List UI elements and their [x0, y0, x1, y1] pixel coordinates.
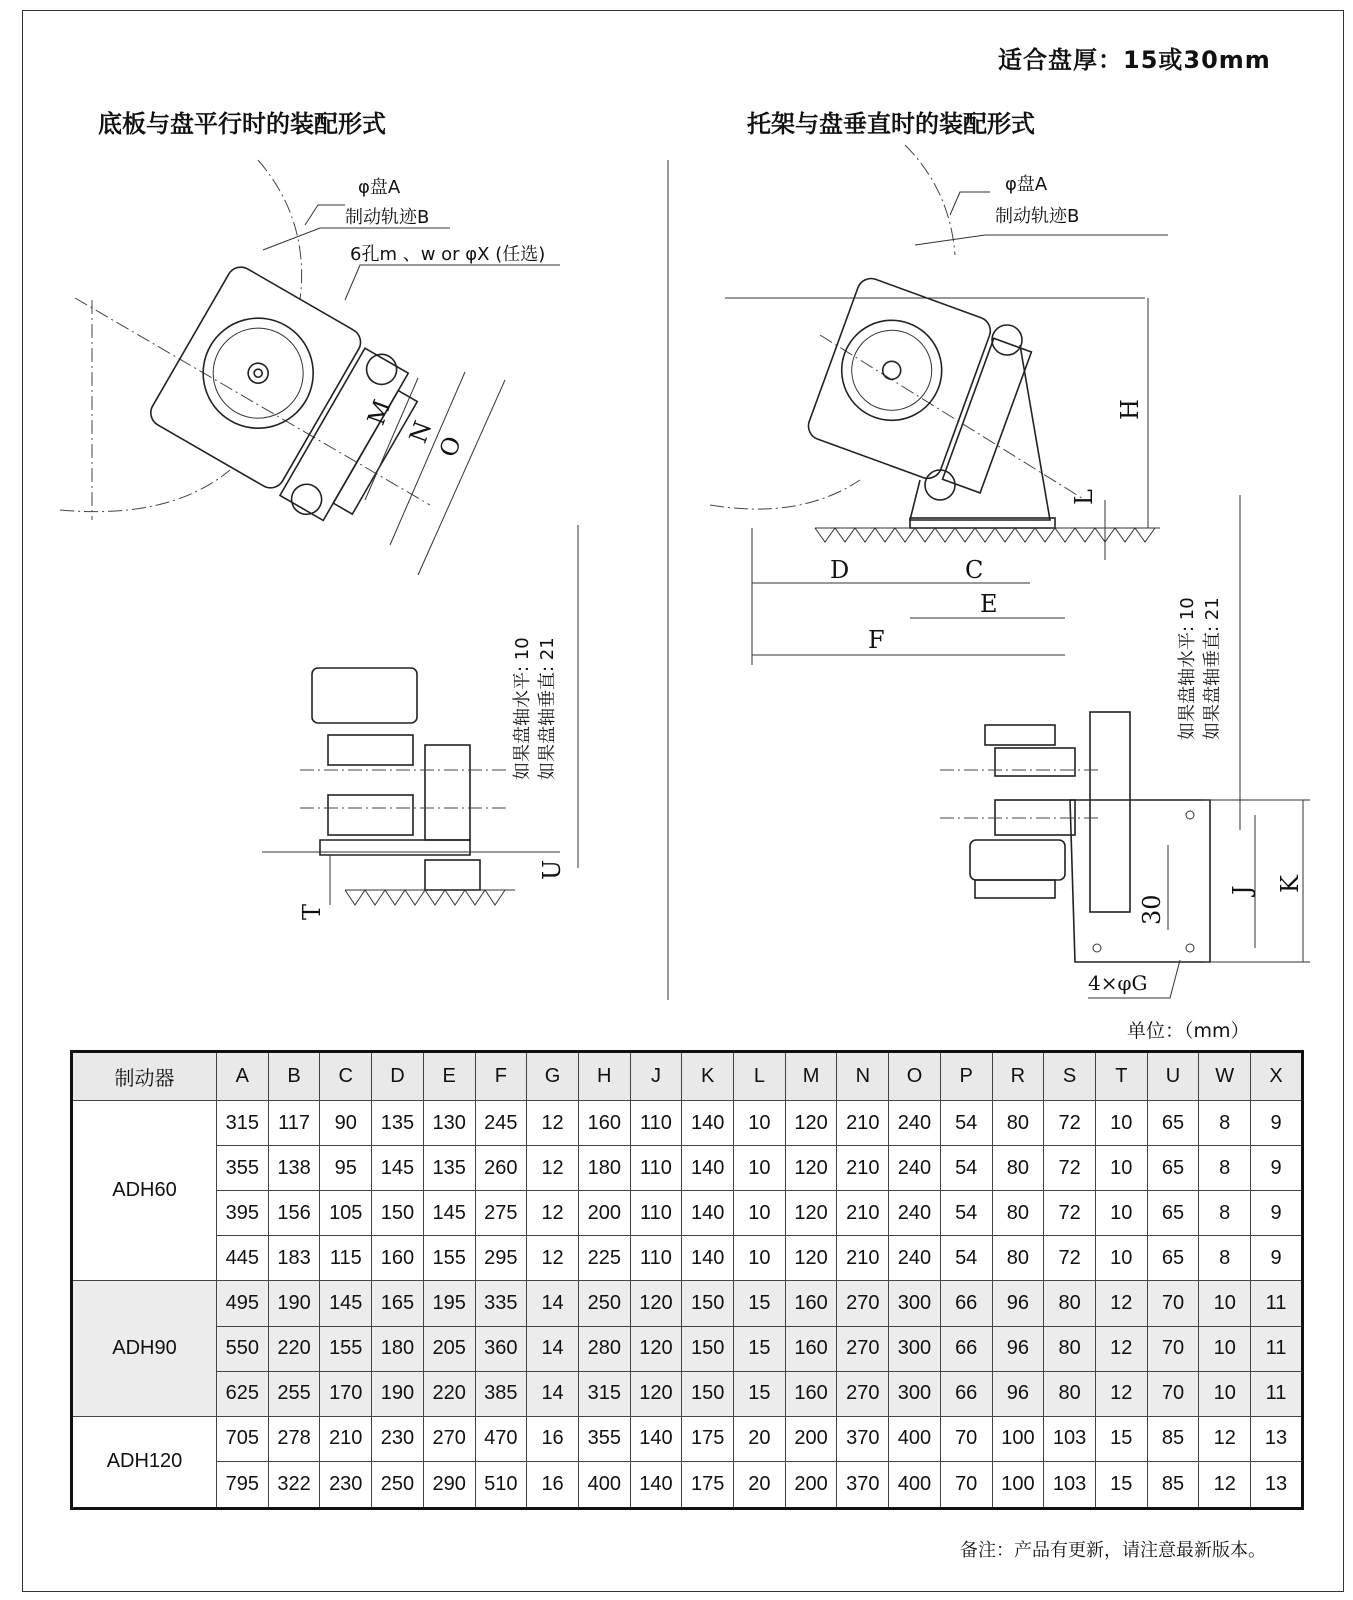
value-cell: 140	[630, 1461, 682, 1508]
value-cell: 120	[630, 1326, 682, 1371]
label-T: T	[298, 903, 326, 920]
value-cell: 66	[940, 1281, 992, 1326]
value-cell: 210	[320, 1416, 372, 1461]
value-cell: 370	[837, 1416, 889, 1461]
value-cell: 15	[734, 1281, 786, 1326]
value-cell: 250	[578, 1281, 630, 1326]
value-cell: 220	[268, 1326, 320, 1371]
value-cell: 12	[1095, 1281, 1147, 1326]
value-cell: 360	[475, 1326, 527, 1371]
value-cell: 8	[1199, 1236, 1251, 1281]
value-cell: 120	[785, 1236, 837, 1281]
header-col-N: N	[837, 1052, 889, 1101]
disc-thickness-note: 适合盘厚：15或30mm	[998, 46, 1271, 74]
leader-disc-left	[305, 205, 345, 225]
value-cell: 445	[217, 1236, 269, 1281]
value-cell: 170	[320, 1371, 372, 1416]
value-cell: 80	[1044, 1371, 1096, 1416]
value-cell: 10	[1095, 1191, 1147, 1236]
dim-line-O	[418, 380, 505, 575]
value-cell: 10	[734, 1236, 786, 1281]
table-row	[72, 1416, 1303, 1461]
value-cell: 110	[630, 1191, 682, 1236]
title-parallel-mounting: 底板与盘平行时的装配形式	[98, 110, 386, 138]
left-caliper-body	[143, 262, 432, 536]
value-cell: 80	[992, 1236, 1044, 1281]
value-cell: 15	[734, 1326, 786, 1371]
value-cell: 138	[268, 1146, 320, 1191]
value-cell: 70	[940, 1461, 992, 1508]
value-cell: 220	[423, 1371, 475, 1416]
value-cell: 70	[1147, 1281, 1199, 1326]
value-cell: 70	[1147, 1371, 1199, 1416]
value-cell: 400	[889, 1416, 941, 1461]
value-cell: 145	[423, 1191, 475, 1236]
value-cell: 255	[268, 1371, 320, 1416]
value-cell: 240	[889, 1101, 941, 1146]
value-cell: 65	[1147, 1191, 1199, 1236]
header-col-L: L	[734, 1052, 786, 1101]
value-cell: 190	[268, 1281, 320, 1326]
header-col-U: U	[1147, 1052, 1199, 1101]
header-col-J: J	[630, 1052, 682, 1101]
value-cell: 115	[320, 1236, 372, 1281]
value-cell: 8	[1199, 1146, 1251, 1191]
value-cell: 200	[578, 1191, 630, 1236]
value-cell: 315	[217, 1101, 269, 1146]
value-cell: 117	[268, 1101, 320, 1146]
value-cell: 10	[1199, 1371, 1251, 1416]
value-cell: 140	[630, 1416, 682, 1461]
value-cell: 270	[837, 1371, 889, 1416]
value-cell: 150	[682, 1326, 734, 1371]
leader-disc-right	[950, 192, 990, 215]
value-cell: 65	[1147, 1146, 1199, 1191]
label-L: L	[1070, 489, 1098, 505]
header-col-C: C	[320, 1052, 372, 1101]
table-row	[72, 1371, 1303, 1416]
value-cell: 230	[320, 1461, 372, 1508]
value-cell: 12	[1095, 1326, 1147, 1371]
model-cell: ADH90	[72, 1281, 217, 1416]
header-col-O: O	[889, 1052, 941, 1101]
value-cell: 14	[527, 1371, 579, 1416]
value-cell: 240	[889, 1236, 941, 1281]
value-cell: 110	[630, 1101, 682, 1146]
right-bracket	[910, 345, 1050, 520]
value-cell: 135	[423, 1146, 475, 1191]
label-D: D	[830, 556, 850, 584]
value-cell: 210	[837, 1191, 889, 1236]
value-cell: 156	[268, 1191, 320, 1236]
value-cell: 210	[837, 1101, 889, 1146]
value-cell: 165	[372, 1281, 424, 1326]
header-col-G: G	[527, 1052, 579, 1101]
value-cell: 65	[1147, 1236, 1199, 1281]
value-cell: 9	[1251, 1101, 1303, 1146]
value-cell: 9	[1251, 1191, 1303, 1236]
value-cell: 155	[320, 1326, 372, 1371]
value-cell: 110	[630, 1146, 682, 1191]
value-cell: 20	[734, 1416, 786, 1461]
value-cell: 80	[1044, 1326, 1096, 1371]
value-cell: 12	[527, 1101, 579, 1146]
value-cell: 145	[320, 1281, 372, 1326]
right-centerline	[820, 335, 1085, 500]
value-cell: 140	[682, 1236, 734, 1281]
value-cell: 160	[785, 1326, 837, 1371]
value-cell: 16	[527, 1461, 579, 1508]
header-col-M: M	[785, 1052, 837, 1101]
value-cell: 120	[630, 1281, 682, 1326]
value-cell: 160	[785, 1371, 837, 1416]
header-col-R: R	[992, 1052, 1044, 1101]
label-disc-A-right: φ盘A	[1005, 174, 1048, 195]
value-cell: 280	[578, 1326, 630, 1371]
value-cell: 245	[475, 1101, 527, 1146]
value-cell: 12	[1199, 1416, 1251, 1461]
value-cell: 210	[837, 1236, 889, 1281]
value-cell: 335	[475, 1281, 527, 1326]
value-cell: 275	[475, 1191, 527, 1236]
header-col-D: D	[372, 1052, 424, 1101]
right-side-view	[940, 495, 1310, 998]
right-ground-hatch	[815, 528, 1160, 542]
axis-note-horizontal-left: 如果盘轴水平: 10	[512, 637, 533, 780]
value-cell: 65	[1147, 1101, 1199, 1146]
header-col-W: W	[1199, 1052, 1251, 1101]
value-cell: 270	[837, 1281, 889, 1326]
value-cell: 96	[992, 1326, 1044, 1371]
header-col-A: A	[217, 1052, 269, 1101]
table-row	[72, 1146, 1303, 1191]
leader-holes-left	[345, 265, 560, 300]
label-H: H	[1116, 399, 1144, 420]
value-cell: 12	[1095, 1371, 1147, 1416]
value-cell: 100	[992, 1461, 1044, 1508]
value-cell: 145	[372, 1146, 424, 1191]
value-cell: 95	[320, 1146, 372, 1191]
value-cell: 9	[1251, 1146, 1303, 1191]
value-cell: 80	[992, 1101, 1044, 1146]
header-col-E: E	[423, 1052, 475, 1101]
footnote: 备注：产品有更新，请注意最新版本。	[960, 1540, 1266, 1561]
value-cell: 510	[475, 1461, 527, 1508]
value-cell: 205	[423, 1326, 475, 1371]
label-30: 30	[1138, 894, 1166, 925]
table-header-row	[72, 1052, 1303, 1101]
value-cell: 85	[1147, 1461, 1199, 1508]
value-cell: 66	[940, 1326, 992, 1371]
header-brake-model: 制动器	[72, 1052, 217, 1101]
label-J: J	[1228, 885, 1256, 895]
value-cell: 54	[940, 1146, 992, 1191]
value-cell: 66	[940, 1371, 992, 1416]
value-cell: 120	[630, 1371, 682, 1416]
value-cell: 8	[1199, 1191, 1251, 1236]
value-cell: 120	[785, 1146, 837, 1191]
value-cell: 100	[992, 1416, 1044, 1461]
label-C: C	[965, 556, 984, 584]
value-cell: 470	[475, 1416, 527, 1461]
header-col-H: H	[578, 1052, 630, 1101]
header-col-X: X	[1251, 1052, 1303, 1101]
value-cell: 120	[785, 1191, 837, 1236]
value-cell: 175	[682, 1416, 734, 1461]
value-cell: 270	[837, 1326, 889, 1371]
label-O: O	[433, 432, 467, 461]
value-cell: 110	[630, 1236, 682, 1281]
title-perpendicular-mounting: 托架与盘垂直时的装配形式	[747, 110, 1035, 138]
value-cell: 96	[992, 1281, 1044, 1326]
value-cell: 10	[734, 1191, 786, 1236]
value-cell: 90	[320, 1101, 372, 1146]
value-cell: 105	[320, 1191, 372, 1236]
label-K: K	[1276, 875, 1304, 893]
value-cell: 11	[1251, 1326, 1303, 1371]
value-cell: 240	[889, 1191, 941, 1236]
label-holes-left: 6孔m 、w or φX (任选)	[350, 244, 546, 265]
value-cell: 250	[372, 1461, 424, 1508]
value-cell: 120	[785, 1101, 837, 1146]
label-track-B-left: 制动轨迹B	[345, 207, 430, 228]
value-cell: 175	[682, 1461, 734, 1508]
header-col-K: K	[682, 1052, 734, 1101]
value-cell: 130	[423, 1101, 475, 1146]
table-row	[72, 1461, 1303, 1508]
value-cell: 225	[578, 1236, 630, 1281]
value-cell: 355	[217, 1146, 269, 1191]
value-cell: 355	[578, 1416, 630, 1461]
value-cell: 300	[889, 1371, 941, 1416]
value-cell: 200	[785, 1461, 837, 1508]
header-col-T: T	[1095, 1052, 1147, 1101]
value-cell: 70	[940, 1416, 992, 1461]
value-cell: 10	[1095, 1101, 1147, 1146]
header-col-P: P	[940, 1052, 992, 1101]
value-cell: 15	[1095, 1416, 1147, 1461]
value-cell: 270	[423, 1416, 475, 1461]
label-track-B-right: 制动轨迹B	[995, 206, 1080, 227]
value-cell: 70	[1147, 1326, 1199, 1371]
right-caliper-body	[805, 275, 1037, 498]
value-cell: 103	[1044, 1461, 1096, 1508]
label-N: N	[403, 417, 438, 447]
value-cell: 72	[1044, 1236, 1096, 1281]
value-cell: 54	[940, 1191, 992, 1236]
value-cell: 80	[992, 1146, 1044, 1191]
value-cell: 195	[423, 1281, 475, 1326]
value-cell: 180	[372, 1326, 424, 1371]
value-cell: 495	[217, 1281, 269, 1326]
right-pivot-bottom	[925, 470, 955, 500]
value-cell: 11	[1251, 1371, 1303, 1416]
header-col-S: S	[1044, 1052, 1096, 1101]
value-cell: 395	[217, 1191, 269, 1236]
value-cell: 295	[475, 1236, 527, 1281]
value-cell: 140	[682, 1101, 734, 1146]
value-cell: 183	[268, 1236, 320, 1281]
model-cell: ADH60	[72, 1101, 217, 1281]
table-row	[72, 1101, 1303, 1146]
value-cell: 315	[578, 1371, 630, 1416]
value-cell: 795	[217, 1461, 269, 1508]
label-M: M	[361, 395, 397, 429]
value-cell: 625	[217, 1371, 269, 1416]
value-cell: 300	[889, 1326, 941, 1371]
value-cell: 160	[372, 1236, 424, 1281]
value-cell: 10	[734, 1146, 786, 1191]
value-cell: 385	[475, 1371, 527, 1416]
label-E: E	[980, 590, 998, 618]
table-row	[72, 1191, 1303, 1236]
value-cell: 72	[1044, 1146, 1096, 1191]
value-cell: 13	[1251, 1461, 1303, 1508]
table-body	[72, 1101, 1303, 1509]
axis-note-vertical-right: 如果盘轴垂直: 21	[1202, 597, 1223, 740]
value-cell: 190	[372, 1371, 424, 1416]
unit-label: 单位：（mm）	[1127, 1020, 1250, 1042]
value-cell: 12	[527, 1191, 579, 1236]
value-cell: 12	[1199, 1461, 1251, 1508]
value-cell: 322	[268, 1461, 320, 1508]
value-cell: 96	[992, 1371, 1044, 1416]
axis-note-horizontal-right: 如果盘轴水平: 10	[1177, 597, 1198, 740]
value-cell: 13	[1251, 1416, 1303, 1461]
value-cell: 400	[578, 1461, 630, 1508]
table-row	[72, 1326, 1303, 1371]
value-cell: 140	[682, 1146, 734, 1191]
value-cell: 80	[1044, 1281, 1096, 1326]
value-cell: 705	[217, 1416, 269, 1461]
value-cell: 14	[527, 1281, 579, 1326]
value-cell: 103	[1044, 1416, 1096, 1461]
value-cell: 155	[423, 1236, 475, 1281]
value-cell: 15	[1095, 1461, 1147, 1508]
value-cell: 278	[268, 1416, 320, 1461]
spec-table	[70, 1050, 1304, 1510]
value-cell: 10	[734, 1101, 786, 1146]
value-cell: 160	[578, 1101, 630, 1146]
header-col-F: F	[475, 1052, 527, 1101]
value-cell: 12	[527, 1236, 579, 1281]
model-cell: ADH120	[72, 1416, 217, 1508]
value-cell: 150	[682, 1281, 734, 1326]
value-cell: 135	[372, 1101, 424, 1146]
value-cell: 11	[1251, 1281, 1303, 1326]
value-cell: 54	[940, 1101, 992, 1146]
value-cell: 230	[372, 1416, 424, 1461]
label-disc-A-left: φ盘A	[358, 177, 401, 198]
value-cell: 8	[1199, 1101, 1251, 1146]
table-row	[72, 1281, 1303, 1326]
value-cell: 210	[837, 1146, 889, 1191]
value-cell: 160	[785, 1281, 837, 1326]
value-cell: 550	[217, 1326, 269, 1371]
value-cell: 10	[1095, 1236, 1147, 1281]
axis-note-vertical-left: 如果盘轴垂直: 21	[537, 637, 558, 780]
value-cell: 200	[785, 1416, 837, 1461]
value-cell: 370	[837, 1461, 889, 1508]
value-cell: 10	[1199, 1326, 1251, 1371]
value-cell: 150	[372, 1191, 424, 1236]
value-cell: 10	[1199, 1281, 1251, 1326]
value-cell: 400	[889, 1461, 941, 1508]
header-col-B: B	[268, 1052, 320, 1101]
label-F: F	[868, 626, 885, 654]
value-cell: 150	[682, 1371, 734, 1416]
value-cell: 20	[734, 1461, 786, 1508]
value-cell: 240	[889, 1146, 941, 1191]
value-cell: 85	[1147, 1416, 1199, 1461]
value-cell: 72	[1044, 1101, 1096, 1146]
value-cell: 290	[423, 1461, 475, 1508]
value-cell: 15	[734, 1371, 786, 1416]
value-cell: 180	[578, 1146, 630, 1191]
left-disc-arc	[60, 160, 302, 512]
value-cell: 54	[940, 1236, 992, 1281]
label-U: U	[538, 859, 566, 880]
value-cell: 14	[527, 1326, 579, 1371]
label-4xG: 4×φG	[1088, 971, 1148, 995]
value-cell: 12	[527, 1146, 579, 1191]
table-row	[72, 1236, 1303, 1281]
value-cell: 16	[527, 1416, 579, 1461]
value-cell: 80	[992, 1191, 1044, 1236]
value-cell: 72	[1044, 1191, 1096, 1236]
value-cell: 300	[889, 1281, 941, 1326]
value-cell: 9	[1251, 1236, 1303, 1281]
value-cell: 260	[475, 1146, 527, 1191]
value-cell: 140	[682, 1191, 734, 1236]
value-cell: 10	[1095, 1146, 1147, 1191]
